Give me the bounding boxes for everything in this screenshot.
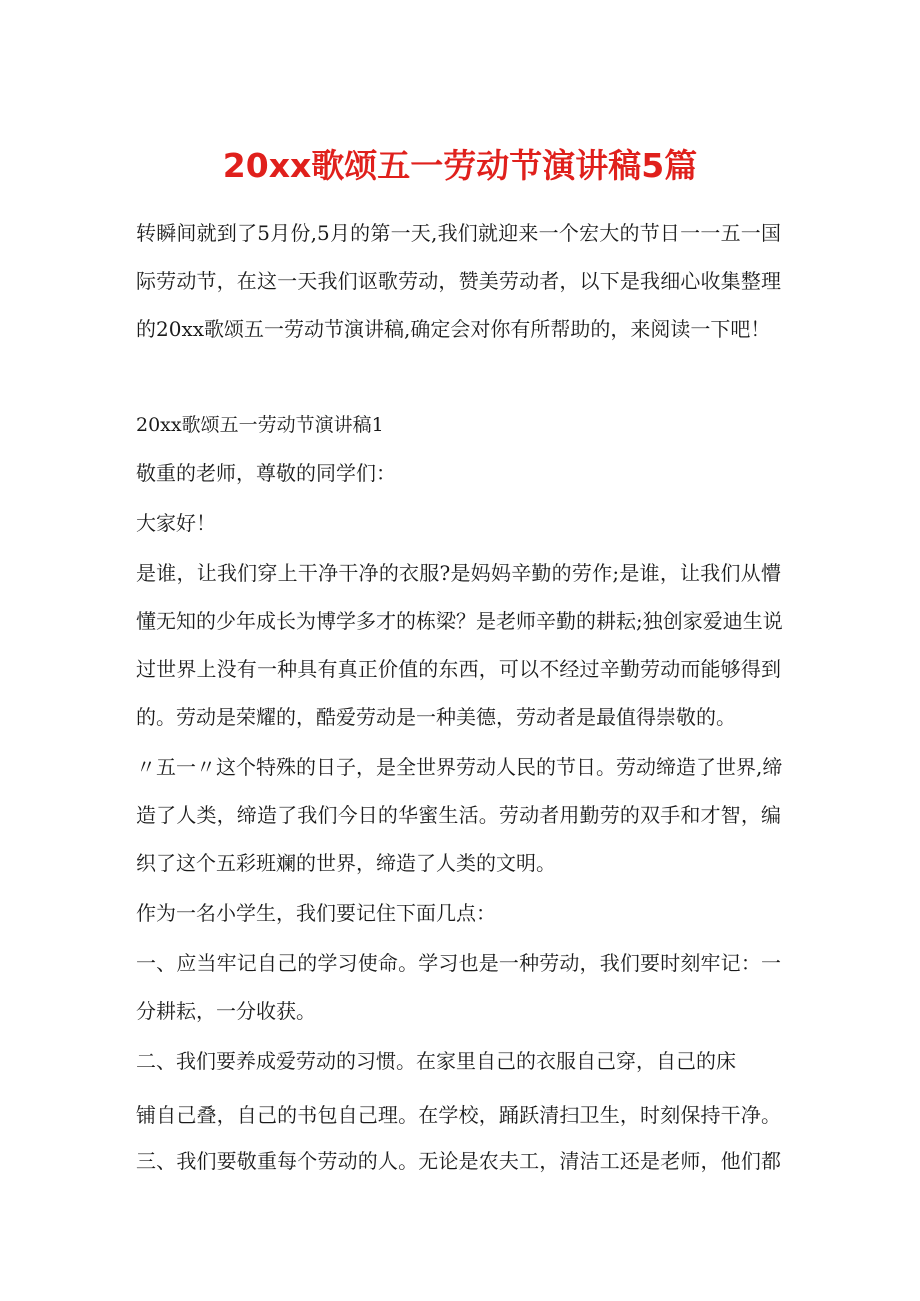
point-1-line-1: 一、应当牢记自己的学习使命。学习也是一种劳动，我们要时刻牢记：一 (136, 951, 781, 975)
paragraph-2-line-2: 造了人类，缔造了我们今日的华蜜生活。劳动者用勤劳的双手和才智，编 (136, 803, 781, 827)
paragraph-1-line-4: 的。劳动是荣耀的，酷爱劳动是一种美德，劳动者是最值得崇敬的。 (136, 705, 736, 729)
section-heading: 20xx歌颂五一劳动节演讲稿1 (136, 414, 384, 436)
paragraph-2-line-1: 〃五一〃这个特殊的日子，是全世界劳动人民的节日。劳动缔造了世界,缔 (136, 755, 783, 779)
point-3-line-1: 三、我们要敬重每个劳动的人。无论是农夫工，清洁工还是老师，他们都 (136, 1149, 781, 1173)
intro-line-1: 转瞬间就到了5月份,5月的第一天,我们就迎来一个宏大的节日一一五一国 (136, 221, 781, 245)
point-2-line-1: 二、我们要养成爱劳动的习惯。在家里自己的衣服自己穿，自己的床 (136, 1049, 736, 1073)
paragraph-1-line-2: 懂无知的少年成长为博学多才的栋梁？是老师辛勤的耕耘;独创家爱迪生说 (136, 609, 783, 633)
paragraph-1-line-1: 是谁，让我们穿上干净干净的衣服?是妈妈辛勤的劳作;是谁，让我们从懵 (136, 561, 781, 585)
document-title: 20xx歌颂五一劳动节演讲稿5篇 (222, 146, 698, 185)
point-1-line-2: 分耕耘，一分收获。 (136, 999, 316, 1023)
paragraph-1-line-3: 过世界上没有一种具有真正价值的东西，可以不经过辛勤劳动而能够得到 (136, 657, 781, 681)
salutation: 敬重的老师，尊敬的同学们： (136, 461, 396, 485)
point-2-line-2: 铺自己叠，自己的书包自己理。在学校，踊跃清扫卫生，时刻保持干净。 (136, 1103, 781, 1127)
greeting: 大家好！ (136, 511, 216, 535)
intro-line-3: 的20xx歌颂五一劳动节演讲稿,确定会对你有所帮助的，来阅读一下吧！ (136, 317, 771, 341)
intro-line-2: 际劳动节，在这一天我们讴歌劳动，赞美劳动者，以下是我细心收集整理 (136, 269, 781, 293)
paragraph-2-line-3: 织了这个五彩班斓的世界，缔造了人类的文明。 (136, 851, 556, 875)
paragraph-3-line-1: 作为一名小学生，我们要记住下面几点： (136, 901, 496, 925)
